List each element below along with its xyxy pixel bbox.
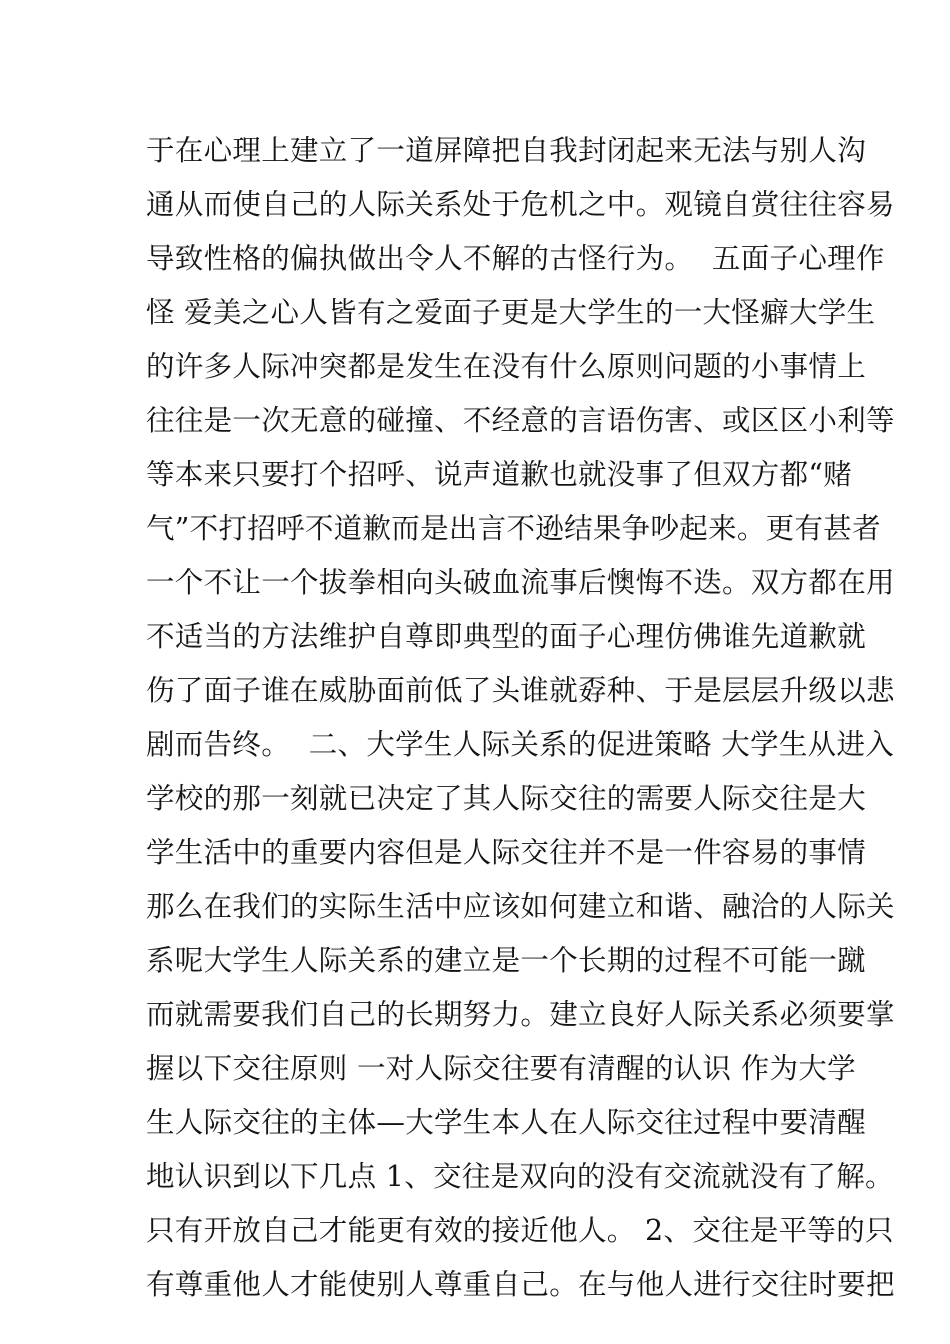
text-line: 生人际交往的主体—大学生本人在人际交往过程中要清醒: [146, 1106, 867, 1139]
text-line: 握以下交往原则 一对人际交往要有清醒的认识 作为大学: [146, 1052, 856, 1085]
text-line: 气”不打招呼不道歉而是出言不逊结果争吵起来。更有甚者: [146, 512, 881, 545]
text-line: 那么在我们的实际生活中应该如何建立和谐、融洽的人际关: [146, 890, 895, 923]
text-line: 剧而告终。 二、大学生人际关系的促进策略 大学生从进入: [146, 728, 895, 761]
text-line: 学生活中的重要内容但是人际交往并不是一件容易的事情: [146, 836, 867, 869]
text-line: 怪 爱美之心人皆有之爱面子更是大学生的一大怪癖大学生: [146, 296, 876, 329]
text-line: 导致性格的偏执做出令人不解的古怪行为。 五面子心理作: [146, 242, 885, 275]
text-line: 伤了面子谁在威胁面前低了头谁就孬种、于是层层升级以悲: [146, 674, 895, 707]
text-line: 而就需要我们自己的长期努力。建立良好人际关系必须要掌: [146, 998, 895, 1031]
text-line: 通从而使自己的人际关系处于危机之中。观镜自赏往往容易: [146, 188, 895, 221]
text-line: 于在心理上建立了一道屏障把自我封闭起来无法与别人沟: [146, 134, 867, 167]
text-line: 地认识到以下几点 1、交往是双向的没有交流就没有了解。: [146, 1160, 894, 1193]
text-line: 学校的那一刻就已决定了其人际交往的需要人际交往是大: [146, 782, 867, 815]
text-line: 的许多人际冲突都是发生在没有什么原则问题的小事情上: [146, 350, 867, 383]
text-line: 系呢大学生人际关系的建立是一个长期的过程不可能一蹴: [146, 944, 867, 977]
body-text: [146, 124, 895, 1312]
text-line: 往往是一次无意的碰撞、不经意的言语伤害、或区区小利等: [146, 404, 895, 437]
text-line: 一个不让一个拔拳相向头破血流事后懊悔不迭。双方都在用: [146, 566, 895, 599]
text-line: 不适当的方法维护自尊即典型的面子心理仿佛谁先道歉就: [146, 620, 867, 653]
text-line: 有尊重他人才能使别人尊重自己。在与他人进行交往时要把: [146, 1268, 895, 1301]
text-line: 等本来只要打个招呼、说声道歉也就没事了但双方都“赌: [146, 458, 853, 491]
text-line: 只有开放自己才能更有效的接近他人。 2、交往是平等的只: [146, 1214, 894, 1247]
